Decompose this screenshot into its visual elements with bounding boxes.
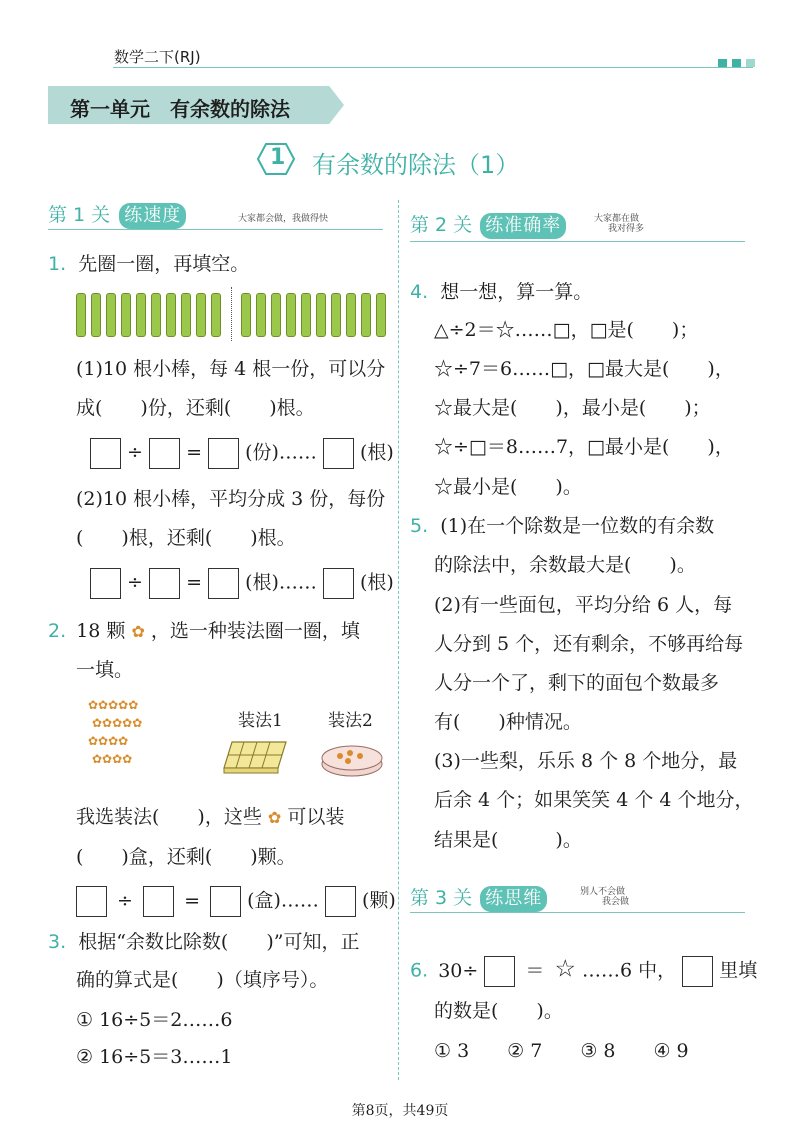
q3-option-1[interactable]: ① 16÷5＝2……6 — [76, 1009, 233, 1031]
method1-label: 装法1 — [238, 711, 283, 731]
section3-stage: 第 3 关 — [410, 887, 473, 909]
stick — [106, 293, 116, 337]
header-mark-icon — [718, 52, 755, 71]
unit-label: (份)…… — [245, 441, 317, 464]
lesson-title: 有余数的除法（1） — [312, 151, 520, 179]
equals-sign: = — [186, 571, 202, 594]
stick — [301, 293, 311, 337]
stick — [241, 293, 251, 337]
stick — [271, 293, 281, 337]
answer-box[interactable] — [90, 438, 121, 469]
stick — [76, 293, 86, 337]
candy-icon: ✿✿✿✿✿ — [92, 716, 143, 730]
stick-group-divider — [231, 287, 232, 341]
q1-p2-line2: ( )根，还剩( )根。 — [76, 527, 296, 549]
unit-banner-label: 第一单元 有余数的除法 — [70, 97, 290, 121]
q4-prompt — [410, 283, 592, 302]
q2-text: 我选装法( )，这些 — [76, 806, 262, 828]
q5-line5: 人分一个了，剩下的面包个数最多 — [434, 672, 720, 694]
q5-line6: 有( )种情况。 — [434, 711, 582, 733]
stick — [331, 293, 341, 337]
q2-line1 — [48, 622, 360, 641]
unit-label: (颗) — [362, 889, 396, 912]
equals-sign: = — [184, 889, 200, 912]
candy-icon: ✿✿✿✿ — [88, 734, 129, 748]
q6-text: 30÷ — [438, 959, 479, 982]
q2-number: 2. — [48, 620, 67, 642]
stick — [166, 293, 176, 337]
q3-line1 — [48, 933, 359, 952]
section1-stage: 第 1 关 — [48, 204, 111, 226]
section3-header — [410, 883, 547, 912]
q4-text: 想一想，算一算。 — [440, 281, 593, 303]
q5-line8: 后余 4 个；如果笑笑 4 个 4 个地分， — [434, 789, 754, 811]
stick — [361, 293, 371, 337]
stick — [346, 293, 356, 337]
stick — [211, 293, 221, 337]
q1-p2-equation — [90, 568, 394, 599]
section2-slogan-line1: 大家都在做 — [594, 214, 640, 224]
divide-sign: ÷ — [117, 889, 133, 912]
section2-header — [410, 210, 566, 239]
answer-box[interactable] — [325, 886, 356, 917]
equals-sign: ＝ — [525, 959, 545, 982]
unit-label: (根) — [360, 571, 394, 594]
candy-icon: ✿✿✿✿ — [92, 752, 133, 766]
header-rule — [113, 67, 753, 68]
q3-option-2[interactable]: ② 16÷5＝3……1 — [76, 1046, 233, 1068]
q2-line4: ( )盒，还剩( )颗。 — [76, 846, 296, 868]
section2-stage: 第 2 关 — [410, 214, 473, 236]
q1-text: 先圈一圈，再填空。 — [78, 253, 250, 275]
q1-prompt — [48, 255, 249, 274]
q5-text: (1)在一个除数是一位数的有余数 — [440, 515, 715, 537]
section2-rule — [410, 241, 745, 242]
q5-number: 5. — [410, 515, 429, 537]
q2-text: 可以装 — [287, 806, 345, 828]
answer-box[interactable] — [76, 886, 107, 917]
candy-icon: ✿ — [131, 622, 145, 641]
equals-sign: = — [186, 441, 202, 464]
section1-badge: 练速度 — [119, 203, 186, 229]
answer-box[interactable] — [210, 886, 241, 917]
answer-box[interactable] — [208, 568, 239, 599]
q2-line3 — [76, 808, 344, 827]
section3-slogan-line2: 我会做 — [602, 897, 630, 907]
q4-line4: ☆÷□＝8……7，□最小是( )， — [434, 436, 734, 458]
q1-number: 1. — [48, 253, 67, 275]
q3-number: 3. — [48, 931, 67, 953]
answer-box[interactable] — [323, 438, 354, 469]
page-number: 第8页，共49页 — [351, 1103, 449, 1119]
stick — [91, 293, 101, 337]
q3-text: 根据“余数比除数( )”可知，正 — [78, 931, 360, 953]
answer-box[interactable] — [682, 956, 713, 987]
stick — [151, 293, 161, 337]
q4-line5: ☆最小是( )。 — [434, 476, 582, 498]
stick — [181, 293, 191, 337]
q4-line1: △÷2＝☆……□，□是( )； — [434, 319, 699, 341]
q5-line7: (3)一些梨，乐乐 8 个 8 个地分，最 — [434, 750, 738, 772]
q2-line2: 一填。 — [76, 659, 134, 681]
section3-slogan — [580, 887, 629, 907]
answer-box[interactable] — [149, 568, 180, 599]
q1-sticks — [76, 293, 386, 339]
section1-header — [48, 200, 186, 229]
q2-equation — [76, 886, 396, 917]
section1-rule — [48, 229, 383, 230]
stick — [196, 293, 206, 337]
q1-p2-line1: (2)10 根小棒，平均分成 3 份，每份 — [76, 488, 386, 510]
q6-line1 — [410, 956, 757, 987]
answer-box[interactable] — [143, 886, 174, 917]
stick — [121, 293, 131, 337]
stick — [376, 293, 386, 337]
plate-icon — [320, 738, 384, 782]
q6-number: 6. — [410, 959, 429, 982]
answer-box[interactable] — [208, 438, 239, 469]
q5-line2: 的除法中，余数最大是( )。 — [434, 554, 696, 576]
divide-sign: ÷ — [127, 571, 143, 594]
section3-slogan-line1: 别人不会做 — [580, 887, 626, 897]
stick — [286, 293, 296, 337]
method2-label: 装法2 — [328, 711, 373, 731]
q3-line2: 确的算式是( )（填序号）。 — [76, 969, 329, 991]
stick — [136, 293, 146, 337]
q1-p1-equation — [90, 438, 394, 469]
column-divider — [398, 200, 399, 1080]
box-container-icon — [222, 738, 288, 778]
unit-label: (根) — [360, 441, 394, 464]
q6-line2: 的数是( )。 — [434, 1000, 563, 1022]
divide-sign: ÷ — [127, 441, 143, 464]
stick — [316, 293, 326, 337]
q4-line3: ☆最大是( )，最小是( )； — [434, 397, 711, 419]
unit-label: (盒)…… — [247, 889, 319, 912]
section2-slogan — [594, 214, 644, 234]
candy-icon: ✿✿✿✿✿ — [88, 698, 139, 712]
section1-slogan: 大家都会做，我做得快 — [238, 214, 329, 224]
candy-pile — [88, 698, 218, 788]
q5-line1 — [410, 517, 714, 536]
answer-box[interactable] — [323, 568, 354, 599]
answer-box[interactable] — [149, 438, 180, 469]
section3-rule — [410, 912, 745, 913]
q2-text: 18 颗 — [76, 620, 126, 642]
q5-line9: 结果是( )。 — [434, 829, 582, 851]
q5-line3: (2)有一些面包，平均分给 6 人，每 — [434, 594, 733, 616]
star-icon: ☆ — [554, 954, 576, 983]
book-title: 数学二下(RJ) — [114, 48, 201, 66]
lesson-number: 1 — [270, 145, 286, 170]
q6-text: 里填 — [719, 959, 758, 982]
q1-p1-line1: (1)10 根小棒，每 4 根一份，可以分 — [76, 358, 386, 380]
unit-label: (根)…… — [245, 571, 317, 594]
q1-p1-line2: 成( )份，还剩( )根。 — [76, 397, 315, 419]
answer-box[interactable] — [484, 956, 515, 987]
q2-text: ，选一种装法圈一圈，填 — [150, 620, 360, 642]
section3-badge: 练思维 — [480, 886, 547, 912]
section2-badge: 练准确率 — [480, 213, 566, 239]
stick — [256, 293, 266, 337]
candy-icon: ✿ — [267, 808, 282, 827]
q5-line4: 人分到 5 个，还有剩余，不够再给每 — [434, 633, 744, 655]
q6-text: ……6 中， — [582, 959, 677, 982]
section2-slogan-line2: 我对得多 — [608, 224, 645, 234]
q4-number: 4. — [410, 281, 429, 303]
answer-box[interactable] — [90, 568, 121, 599]
q4-line2: ☆÷7＝6……□，□最大是( )， — [434, 358, 734, 380]
q6-options[interactable]: ① 3 ② 7 ③ 8 ④ 9 — [434, 1040, 689, 1062]
